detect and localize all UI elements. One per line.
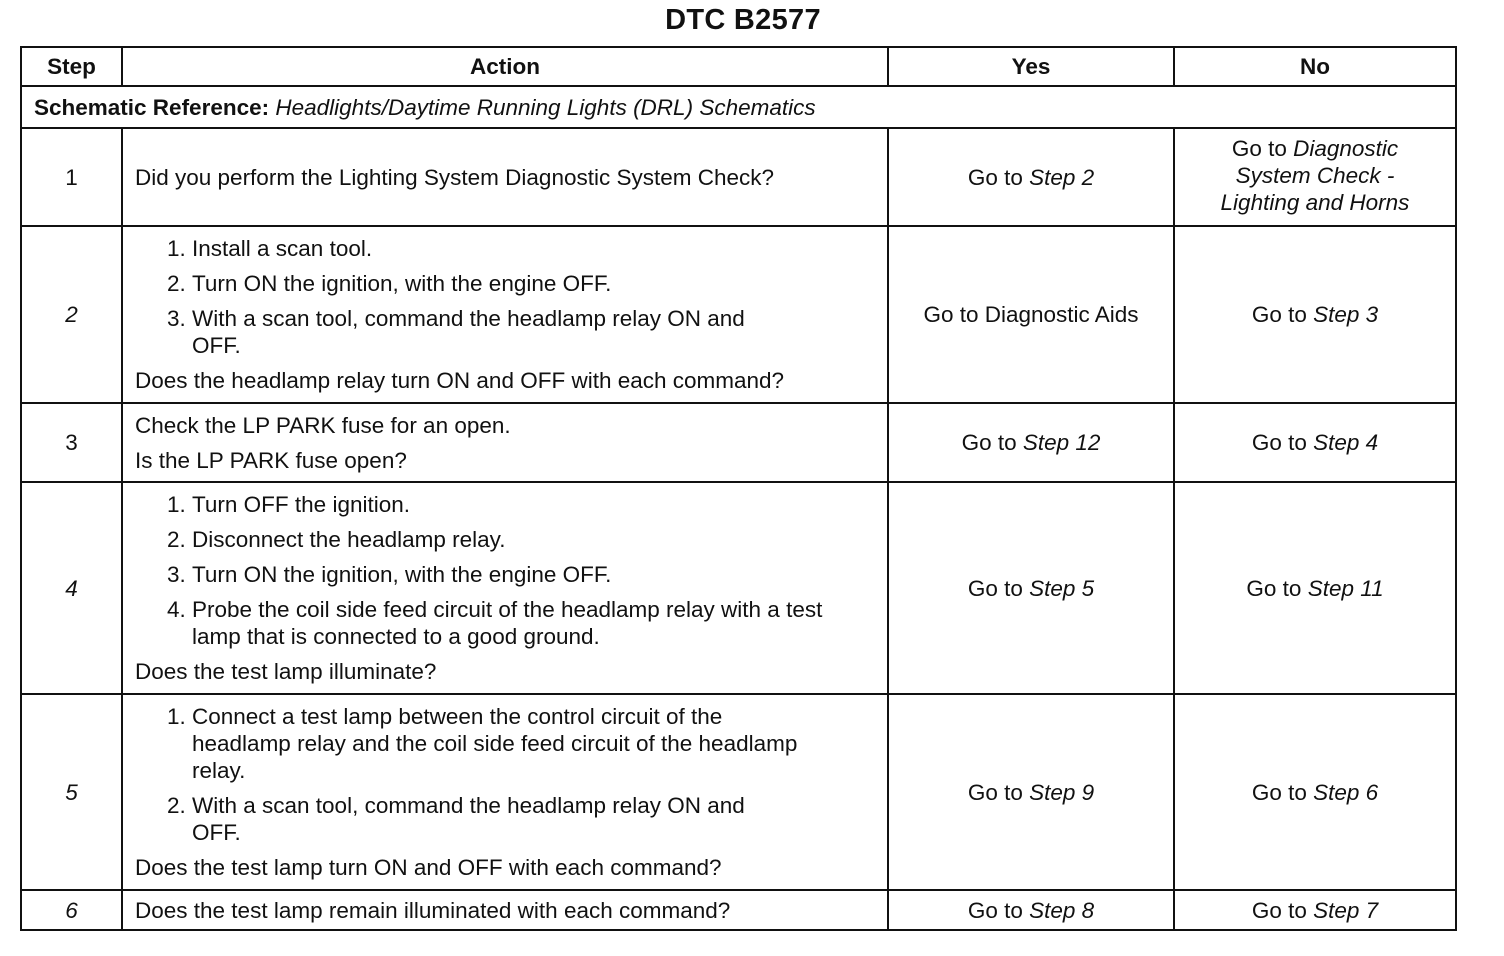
header-action: Action [122, 47, 888, 86]
no-cell [1174, 482, 1456, 694]
no-target-link[interactable]: Step 7 [1313, 897, 1379, 923]
list-item: 1. Install a scan tool. [192, 235, 875, 262]
list-item: 2. Turn ON the ignition, with the engine OFF. [192, 270, 875, 297]
table-row [21, 482, 1456, 694]
step-question: Does the test lamp turn ON and OFF with each command? [135, 855, 722, 880]
header-yes: Yes [888, 47, 1174, 86]
no-target-link[interactable]: Step 4 [1313, 430, 1379, 455]
no-prefix: Go to [1231, 136, 1287, 161]
yes-prefix: Go to [967, 575, 1023, 601]
step-question: Does the test lamp illuminate? [135, 659, 437, 684]
action-cell [122, 890, 888, 930]
action-cell [122, 694, 888, 890]
no-prefix: Go to [1251, 430, 1307, 455]
no-prefix: Go to [1251, 779, 1307, 805]
no-target-link-line2[interactable]: System Check - [1235, 163, 1395, 188]
yes-target-link[interactable]: Step 2 [1029, 164, 1095, 190]
list-item: 1. Connect a test lamp between the control circuit of the headlamp relay and the coil side feed circuit of the headlamp relay. [192, 703, 875, 784]
list-item: 3. Turn ON the ignition, with the engine OFF. [192, 561, 875, 588]
no-prefix: Go to [1251, 302, 1307, 327]
step-number: 2 [21, 226, 122, 403]
step-question: Does the headlamp relay turn ON and OFF with each command? [135, 368, 785, 393]
header-row [21, 47, 1456, 86]
schematic-reference-row [21, 86, 1456, 128]
step-number: 3 [21, 403, 122, 482]
step-instruction: Check the LP PARK fuse for an open. [135, 412, 511, 438]
step-number: 6 [21, 890, 122, 930]
yes-prefix: Go to [967, 779, 1023, 805]
list-item: 1. Turn OFF the ignition. [192, 491, 875, 518]
header-no: No [1174, 47, 1456, 86]
yes-target-link[interactable]: Step 9 [1029, 779, 1095, 805]
yes-prefix: Go to [967, 897, 1023, 923]
yes-cell [888, 403, 1174, 482]
no-cell [1174, 128, 1456, 226]
table-row [21, 128, 1456, 226]
list-item: 3. With a scan tool, command the headlamp relay ON and OFF. [192, 305, 875, 359]
table-row [21, 226, 1456, 403]
yes-target-link[interactable]: Go to Diagnostic Aids [923, 302, 1139, 327]
action-cell [122, 482, 888, 694]
step-question: Is the LP PARK fuse open? [135, 447, 407, 473]
no-target-link[interactable]: Step 3 [1313, 302, 1379, 327]
schematic-reference-link[interactable]: Headlights/Daytime Running Lights (DRL) Schematics [275, 94, 816, 120]
table-row [21, 403, 1456, 482]
no-target-link[interactable]: Step 11 [1307, 575, 1384, 601]
step-question: Does the test lamp remain illuminated with each command? [135, 897, 731, 923]
list-item: 2. Disconnect the headlamp relay. [192, 526, 875, 553]
yes-cell [888, 128, 1174, 226]
header-step: Step [21, 47, 122, 86]
no-cell [1174, 890, 1456, 930]
no-cell [1174, 694, 1456, 890]
yes-target-link[interactable]: Step 12 [1022, 430, 1101, 455]
table-row [21, 890, 1456, 930]
step-number: 5 [21, 694, 122, 890]
table-row [21, 694, 1456, 890]
page-title: DTC B2577 [665, 4, 821, 36]
no-target-link[interactable]: Diagnostic [1293, 136, 1399, 161]
schematic-reference-label: Schematic Reference: [34, 94, 270, 120]
dtc-table [20, 46, 1457, 931]
no-prefix: Go to [1246, 575, 1302, 601]
step-number: 4 [21, 482, 122, 694]
action-steps-list [135, 703, 875, 846]
yes-target-link[interactable]: Step 8 [1029, 897, 1095, 923]
action-steps-list [135, 235, 875, 359]
no-target-link[interactable]: Step 6 [1313, 779, 1379, 805]
schematic-reference [21, 86, 1456, 128]
action-cell [122, 226, 888, 403]
yes-cell [888, 226, 1174, 403]
action-steps-list [135, 491, 875, 650]
action-cell [122, 403, 888, 482]
yes-cell [888, 694, 1174, 890]
list-item: 4. Probe the coil side feed circuit of the headlamp relay with a test lamp that is connected to a good ground. [192, 596, 875, 650]
no-target-link-line3[interactable]: Lighting and Horns [1220, 190, 1410, 215]
no-prefix: Go to [1251, 897, 1307, 923]
yes-prefix: Go to [961, 430, 1017, 455]
yes-prefix: Go to [967, 164, 1023, 190]
yes-cell [888, 482, 1174, 694]
action-cell [122, 128, 888, 226]
no-cell [1174, 403, 1456, 482]
yes-cell [888, 890, 1174, 930]
list-item: 2. With a scan tool, command the headlamp relay ON and OFF. [192, 792, 875, 846]
no-cell [1174, 226, 1456, 403]
step-question: Did you perform the Lighting System Diagnostic System Check? [135, 164, 775, 190]
step-number: 1 [21, 128, 122, 226]
yes-target-link[interactable]: Step 5 [1029, 575, 1095, 601]
